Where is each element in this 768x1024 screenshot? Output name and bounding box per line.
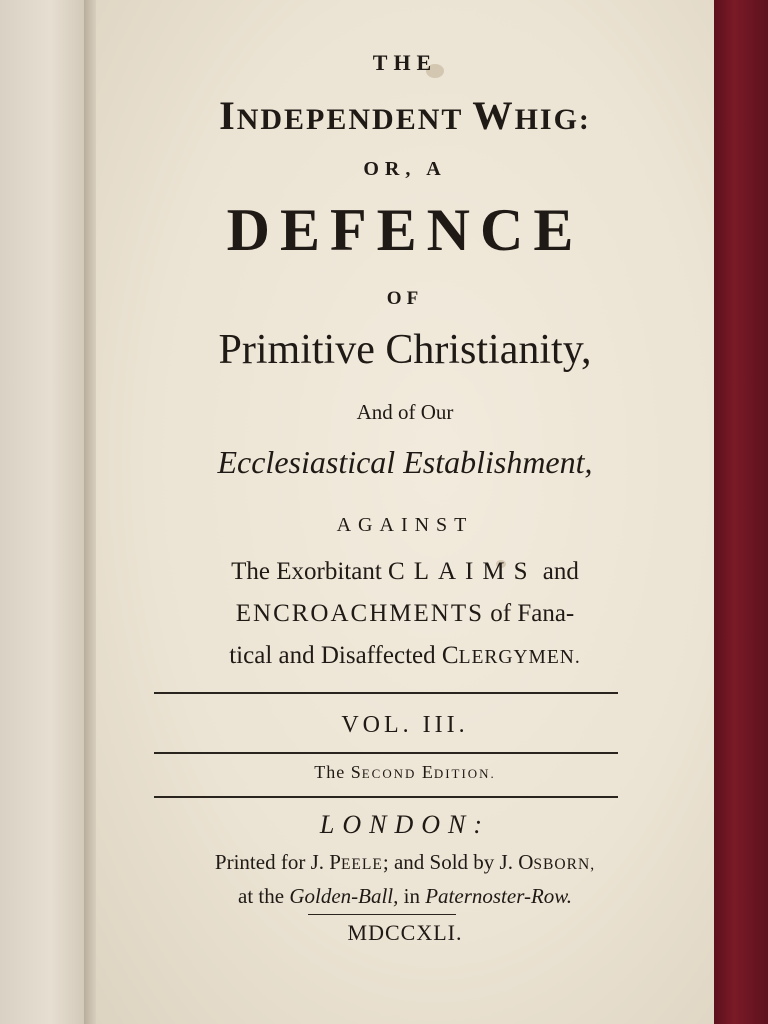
rule-top bbox=[154, 692, 618, 694]
ecclesiastical-establishment: Ecclesiastical Establishment, bbox=[217, 444, 593, 480]
encroachments-suffix: of Fana- bbox=[490, 600, 575, 627]
claims-word: CLAIMS bbox=[388, 558, 537, 585]
claims-prefix: The Exorbitant bbox=[231, 558, 382, 585]
rule-middle bbox=[154, 752, 618, 754]
clergymen-prefix: tical and Disaffected bbox=[229, 642, 436, 669]
address-line bbox=[96, 884, 714, 909]
year-rule bbox=[308, 914, 456, 915]
edition-edition-rest: DITION. bbox=[433, 766, 496, 781]
encroachments-word: ENCROACHMENTS bbox=[235, 600, 484, 627]
peele-rest: EELE bbox=[340, 856, 383, 873]
london-heading: LONDON: bbox=[319, 810, 491, 839]
at-the: at the bbox=[238, 884, 285, 908]
primitive-christianity: Primitive Christianity, bbox=[218, 327, 592, 373]
exorbitant-claims-line bbox=[96, 558, 714, 586]
title-word-whig: HIG: bbox=[514, 103, 591, 136]
rule-bottom bbox=[154, 796, 618, 798]
edition-initial-s: S bbox=[350, 762, 362, 782]
edition-line bbox=[96, 762, 714, 783]
clergymen-rest: LERGYMEN. bbox=[458, 647, 581, 668]
edition-initial-e: E bbox=[421, 762, 434, 782]
edition-second-rest: ECOND bbox=[361, 766, 417, 781]
title-independent-whig bbox=[96, 92, 714, 139]
golden-ball: Golden-Ball, bbox=[289, 884, 399, 908]
title-initial-i: I bbox=[219, 93, 237, 138]
in-word: in bbox=[403, 884, 420, 908]
printed-for-line bbox=[96, 850, 714, 875]
left-page bbox=[0, 0, 92, 1024]
title-word-independent: NDEPENDENT bbox=[236, 103, 463, 136]
defence-heading: DEFENCE bbox=[226, 197, 584, 263]
osborn-rest: SBORN, bbox=[533, 856, 596, 873]
book-binding bbox=[712, 0, 768, 1024]
publication-year: MDCCXLI. bbox=[347, 920, 463, 945]
paternoster-row: Paternoster-Row. bbox=[425, 884, 572, 908]
and-of-our: And of Our bbox=[356, 400, 454, 424]
volume-label: VOL. III. bbox=[341, 712, 469, 738]
clergymen-initial: C bbox=[441, 642, 459, 669]
printed-prefix: Printed for J. bbox=[214, 850, 324, 874]
clergymen-line bbox=[96, 642, 714, 670]
the-heading: THE bbox=[372, 50, 438, 75]
of-line: OF bbox=[386, 288, 424, 309]
claims-suffix: and bbox=[542, 558, 579, 585]
or-a-line: OR, A bbox=[363, 158, 447, 180]
peele-initial: P bbox=[329, 850, 341, 874]
printed-middle: ; and Sold by J. bbox=[382, 850, 513, 874]
against-line: AGAINST bbox=[336, 514, 474, 536]
encroachments-line bbox=[96, 600, 714, 628]
osborn-initial: O bbox=[518, 850, 534, 874]
title-page bbox=[96, 0, 714, 1024]
edition-the: The bbox=[314, 762, 346, 782]
title-initial-w: W bbox=[472, 93, 515, 138]
